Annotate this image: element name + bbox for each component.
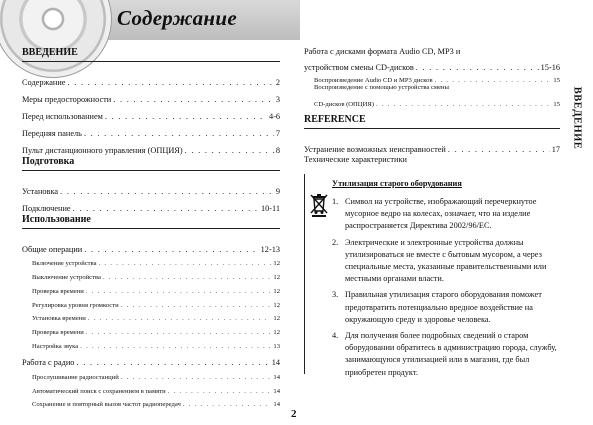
leader-dots	[86, 289, 272, 296]
crossed-out-wheelie-bin-icon	[308, 192, 330, 218]
toc-entry[interactable]	[22, 138, 280, 155]
leader-dots	[121, 303, 272, 310]
toc-page: 14	[273, 401, 280, 409]
section-title: Использование	[22, 214, 91, 225]
toc-page: 12	[273, 301, 280, 309]
toc-label: Сохранение и повторный вызов частот радиопередач	[32, 401, 181, 409]
toc-label: Общие операции	[22, 244, 83, 254]
toc-label: Установка времени	[32, 315, 86, 323]
toc-entry[interactable]	[304, 61, 560, 72]
toc-label: Содержание	[22, 77, 66, 87]
toc-label: Проверка времени	[32, 329, 84, 337]
section-title: ВВЕДЕНИЕ	[22, 47, 78, 58]
leader-dots	[168, 389, 272, 396]
toc-entry[interactable]	[22, 121, 280, 138]
notice-item	[332, 289, 568, 326]
toc-subentry[interactable]	[22, 381, 280, 395]
toc-page: 13	[273, 342, 280, 350]
leader-dots	[73, 205, 259, 213]
leader-dots	[121, 375, 272, 382]
toc-label: Выключение устройства	[32, 274, 101, 281]
leader-dots	[80, 344, 271, 351]
leader-dots	[376, 102, 551, 109]
item-number: 1.	[332, 197, 339, 206]
toc-label: Прослушивание радиостанций	[32, 373, 119, 381]
header-band	[0, 0, 593, 40]
toc-subentry[interactable]	[22, 282, 280, 296]
recycling-notice	[304, 174, 570, 377]
leader-dots	[448, 146, 550, 154]
toc-label: Проверка времени	[32, 287, 84, 295]
toc-label: Работа с радио	[22, 358, 75, 368]
toc-label: CD-дисков (ОПЦИЯ)	[314, 101, 374, 109]
left-column	[22, 48, 280, 409]
toc-label: Включение устройства	[32, 260, 97, 268]
leader-dots	[113, 96, 274, 104]
cd-block	[304, 48, 560, 109]
notice-item	[332, 330, 568, 379]
toc-label: Устранение возможных неисправностей	[304, 144, 446, 154]
toc-subentry[interactable]	[22, 323, 280, 337]
toc-entry[interactable]	[22, 351, 280, 368]
leader-dots	[67, 79, 273, 87]
leader-dots	[105, 113, 267, 121]
section-title: Подготовка	[22, 156, 75, 167]
toc-entry[interactable]	[22, 196, 280, 213]
leader-dots	[60, 188, 274, 196]
toc-subentry[interactable]	[22, 254, 280, 268]
toc-entry[interactable]	[22, 87, 280, 104]
side-tab-label: ВВЕДЕНИЕ	[571, 86, 583, 149]
toc-page: 7	[275, 128, 280, 138]
item-number: 2.	[332, 237, 339, 247]
leader-dots	[435, 78, 552, 85]
toc-subentry[interactable]	[22, 337, 280, 351]
notice-item	[332, 196, 568, 233]
toc-subentry[interactable]	[22, 268, 280, 282]
leader-dots	[86, 330, 272, 337]
page-number: 2	[291, 408, 297, 420]
toc-page: 14	[273, 373, 280, 381]
toc-entry[interactable]	[22, 237, 280, 254]
section-divider	[22, 228, 280, 229]
section-divider	[22, 170, 280, 171]
toc-page: 15	[553, 77, 560, 85]
item-text: Электрические и электронные устройства должны утилизироваться не вместе с бытовым мусором, а через специальные места, указанные правительственными или местными органами власти.	[345, 237, 547, 284]
leader-dots	[103, 275, 271, 282]
toc-page: 3	[275, 94, 280, 104]
toc-label: Передняя панель	[22, 128, 82, 138]
toc-subentry-line1: Воспроизведение с помощью устройства смены	[314, 84, 449, 91]
notice-heading: Утилизация старого оборудования	[332, 179, 462, 188]
toc-page: 12	[273, 287, 280, 295]
toc-subentry[interactable]	[22, 309, 280, 323]
toc-subentry[interactable]	[304, 97, 560, 109]
toc-page: 12-13	[260, 244, 280, 254]
toc-entry[interactable]	[22, 179, 280, 196]
item-text: Символ на устройстве, изображающий перечеркнутое мусорное ведро на колесах, означает, что на изделие распространяется Директива 2002/96/ЕС.	[345, 197, 537, 231]
toc-page: 14	[271, 358, 280, 368]
toc-subentry[interactable]	[22, 295, 280, 309]
header-right-blank	[300, 0, 593, 40]
toc-page: 17	[551, 144, 560, 154]
right-column	[304, 48, 560, 173]
toc-page: 12	[273, 260, 280, 268]
cd-title-line1: Работа с дисками формата Audio CD, MP3 и	[304, 47, 461, 56]
toc-label: Установка	[22, 186, 59, 196]
toc-page: 15	[553, 101, 560, 109]
toc-label: Меры предосторожности	[22, 94, 112, 104]
toc-label: Регулировка уровня громкости	[32, 301, 119, 309]
toc-entry[interactable]	[22, 104, 280, 121]
toc-page: 2	[275, 77, 280, 87]
toc-page: 10-11	[260, 203, 280, 213]
toc-page: 12	[273, 329, 280, 337]
section-divider	[304, 128, 560, 129]
toc-entry-tech-specs[interactable]: Технические характеристики	[304, 155, 407, 164]
toc-page: 12	[273, 315, 280, 323]
leader-dots	[84, 246, 258, 254]
item-number: 3.	[332, 290, 339, 300]
leader-dots	[88, 316, 272, 323]
toc-label: Автоматический поиск с сохранением в памяти	[32, 387, 166, 395]
toc-page: 8	[275, 145, 280, 155]
section-podgotovka	[22, 157, 280, 213]
toc-label: Настройка звука	[32, 342, 79, 350]
notice-list	[332, 196, 568, 383]
toc-entry[interactable]	[22, 70, 280, 87]
section-ispolzovanie	[22, 215, 280, 409]
leader-dots	[84, 130, 274, 138]
toc-label: Подключение	[22, 203, 71, 213]
section-divider	[22, 61, 280, 62]
leader-dots	[416, 64, 539, 72]
toc-label: Перед использованием	[22, 111, 103, 121]
toc-page: 9	[275, 186, 280, 196]
item-text: Для получения более подробных сведений о старом оборудовании обратитесь в администрацию города, службу, занимающуюся утилизацией или в магазин, где был приобретен продукт.	[345, 331, 557, 377]
toc-label: Пульт дистанционного управления (ОПЦИЯ)	[22, 145, 183, 155]
header-gradient-band	[0, 0, 300, 40]
leader-dots	[183, 402, 272, 409]
leader-dots	[99, 261, 272, 268]
toc-page: 12	[273, 274, 280, 281]
toc-subentry[interactable]	[22, 368, 280, 382]
page-title: Содержание	[117, 6, 237, 30]
toc-label: Воспроизведение Audio CD и MP3 дисков	[314, 77, 433, 85]
notice-item	[332, 237, 568, 286]
toc-entry[interactable]	[304, 137, 560, 154]
leader-dots	[76, 359, 269, 367]
section-reference	[304, 115, 560, 173]
leader-dots	[185, 147, 274, 155]
toc-page: 14	[273, 387, 280, 395]
toc-subentry[interactable]	[22, 395, 280, 409]
notice-vertical-rule	[304, 174, 305, 374]
item-number: 4.	[332, 331, 339, 341]
section-title: REFERENCE	[304, 114, 366, 125]
section-vvedenie	[22, 48, 280, 155]
toc-page: 4-6	[268, 111, 280, 121]
toc-page: 15-16	[540, 62, 560, 72]
side-tab	[567, 75, 587, 160]
toc-label: устройством смены CD-дисков	[304, 62, 414, 72]
item-text: Правильная утилизация старого оборудования поможет предотвратить потенциально вредное воздействие на окружающую среду и здоровье человека.	[345, 290, 542, 324]
